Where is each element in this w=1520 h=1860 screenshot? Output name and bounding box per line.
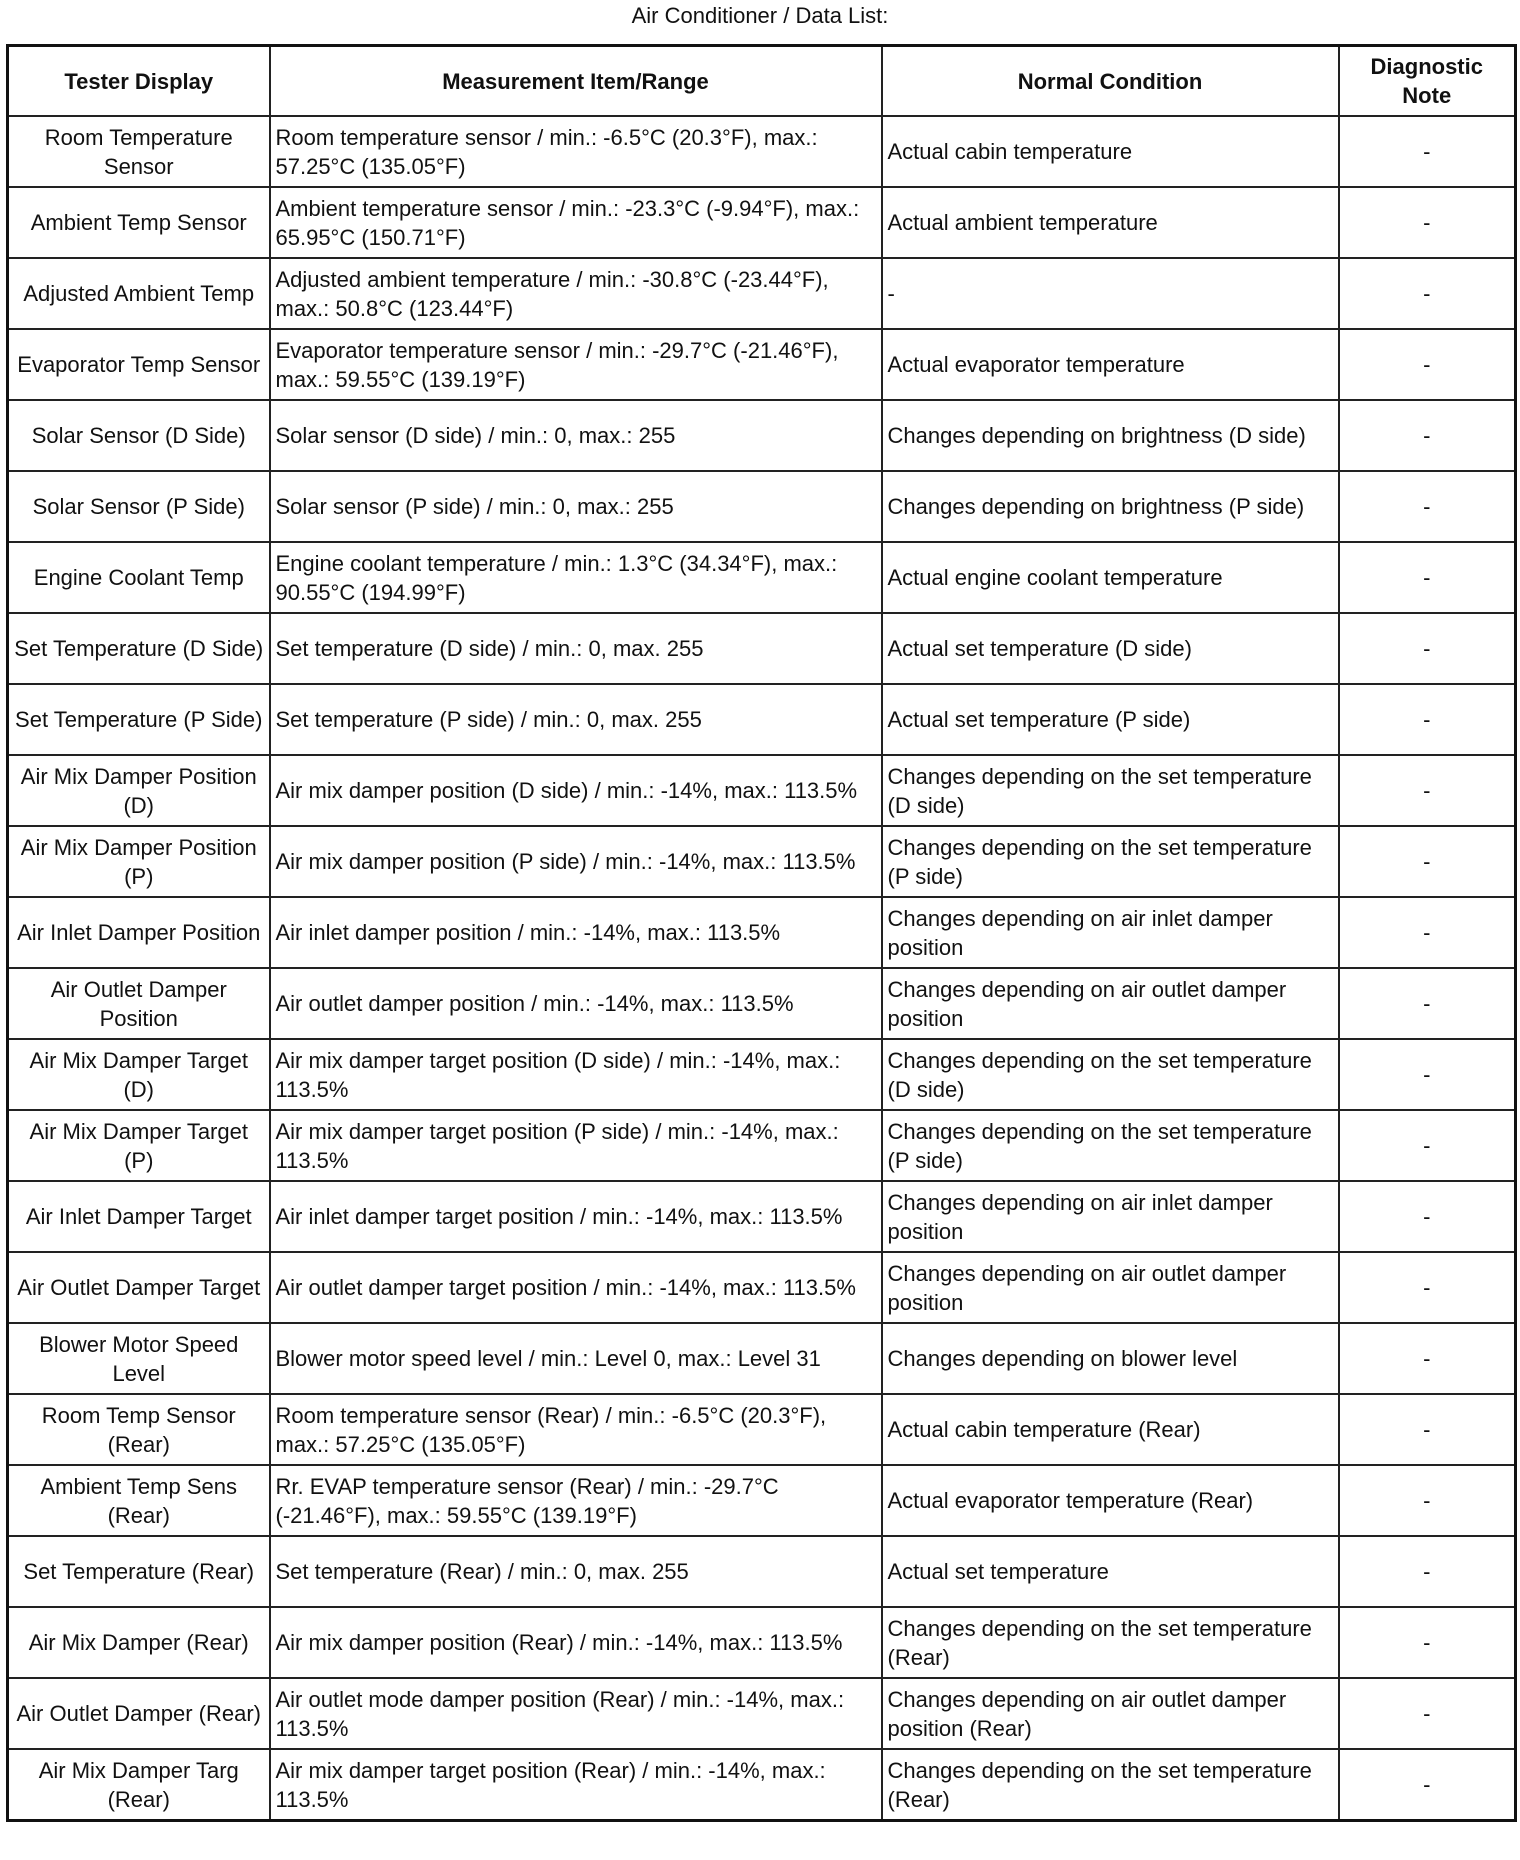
measurement-range-cell: Set temperature (P side) / min.: 0, max. 255 [270,684,882,755]
tester-display-cell: Air Mix Damper Position (P) [8,826,270,897]
measurement-range-cell: Solar sensor (P side) / min.: 0, max.: 255 [270,471,882,542]
normal-condition-cell: Changes depending on air outlet damper position (Rear) [882,1678,1339,1749]
tester-display-cell: Air Outlet Damper Position [8,968,270,1039]
table-row [8,187,1516,258]
diagnostic-note-cell: - [1339,1607,1516,1678]
header-row [8,46,1516,117]
diagnostic-note-cell: - [1339,1749,1516,1821]
table-row [8,329,1516,400]
measurement-range-cell: Room temperature sensor / min.: -6.5°C (20.3°F), max.: 57.25°C (135.05°F) [270,116,882,187]
header-measurement-item-range: Measurement Item/Range [270,46,882,117]
measurement-range-cell: Air outlet damper position / min.: -14%, max.: 113.5% [270,968,882,1039]
normal-condition-cell: Changes depending on air outlet damper position [882,1252,1339,1323]
tester-display-cell: Room Temp Sensor (Rear) [8,1394,270,1465]
normal-condition-cell: Changes depending on blower level [882,1323,1339,1394]
table-row [8,1039,1516,1110]
diagnostic-note-cell: - [1339,826,1516,897]
diagnostic-note-cell: - [1339,755,1516,826]
measurement-range-cell: Air mix damper position (Rear) / min.: -14%, max.: 113.5% [270,1607,882,1678]
normal-condition-cell: - [882,258,1339,329]
table-row [8,1252,1516,1323]
diagnostic-note-cell: - [1339,897,1516,968]
measurement-range-cell: Air mix damper target position (Rear) / min.: -14%, max.: 113.5% [270,1749,882,1821]
table-row [8,471,1516,542]
diagnostic-note-cell: - [1339,329,1516,400]
diagnostic-note-cell: - [1339,1536,1516,1607]
normal-condition-cell: Changes depending on the set temperature (P side) [882,1110,1339,1181]
normal-condition-cell: Actual set temperature (D side) [882,613,1339,684]
measurement-range-cell: Air outlet mode damper position (Rear) / min.: -14%, max.: 113.5% [270,1678,882,1749]
measurement-range-cell: Room temperature sensor (Rear) / min.: -6.5°C (20.3°F), max.: 57.25°C (135.05°F) [270,1394,882,1465]
table-row [8,1110,1516,1181]
tester-display-cell: Room Temperature Sensor [8,116,270,187]
diagnostic-note-cell: - [1339,1110,1516,1181]
normal-condition-cell: Actual ambient temperature [882,187,1339,258]
tester-display-cell: Evaporator Temp Sensor [8,329,270,400]
normal-condition-cell: Actual cabin temperature [882,116,1339,187]
tester-display-cell: Set Temperature (P Side) [8,684,270,755]
measurement-range-cell: Rr. EVAP temperature sensor (Rear) / min.: -29.7°C (-21.46°F), max.: 59.55°C (139.19°F) [270,1465,882,1536]
table-row [8,684,1516,755]
normal-condition-cell: Actual cabin temperature (Rear) [882,1394,1339,1465]
tester-display-cell: Solar Sensor (P Side) [8,471,270,542]
tester-display-cell: Engine Coolant Temp [8,542,270,613]
header-tester-display: Tester Display [8,46,270,117]
tester-display-cell: Adjusted Ambient Temp [8,258,270,329]
table-row [8,1678,1516,1749]
diagnostic-note-cell: - [1339,1323,1516,1394]
diagnostic-note-cell: - [1339,1394,1516,1465]
table-row [8,755,1516,826]
normal-condition-cell: Actual set temperature [882,1536,1339,1607]
data-list-table [6,44,1517,1822]
table-row [8,968,1516,1039]
tester-display-cell: Solar Sensor (D Side) [8,400,270,471]
normal-condition-cell: Changes depending on the set temperature (D side) [882,1039,1339,1110]
normal-condition-cell: Changes depending on the set temperature (Rear) [882,1607,1339,1678]
diagnostic-note-cell: - [1339,1678,1516,1749]
tester-display-cell: Air Mix Damper Position (D) [8,755,270,826]
measurement-range-cell: Solar sensor (D side) / min.: 0, max.: 255 [270,400,882,471]
table-row [8,1181,1516,1252]
measurement-range-cell: Adjusted ambient temperature / min.: -30.8°C (-23.44°F), max.: 50.8°C (123.44°F) [270,258,882,329]
tester-display-cell: Air Mix Damper Target (P) [8,1110,270,1181]
normal-condition-cell: Changes depending on air inlet damper position [882,897,1339,968]
normal-condition-cell: Actual engine coolant temperature [882,542,1339,613]
diagnostic-note-cell: - [1339,471,1516,542]
table-row [8,613,1516,684]
diagnostic-note-cell: - [1339,1181,1516,1252]
table-row [8,826,1516,897]
measurement-range-cell: Air outlet damper target position / min.: -14%, max.: 113.5% [270,1252,882,1323]
tester-display-cell: Air Mix Damper (Rear) [8,1607,270,1678]
measurement-range-cell: Air mix damper position (P side) / min.: -14%, max.: 113.5% [270,826,882,897]
measurement-range-cell: Set temperature (Rear) / min.: 0, max. 255 [270,1536,882,1607]
table-row [8,1536,1516,1607]
diagnostic-note-cell: - [1339,968,1516,1039]
tester-display-cell: Set Temperature (D Side) [8,613,270,684]
tester-display-cell: Air Mix Damper Targ (Rear) [8,1749,270,1821]
measurement-range-cell: Air mix damper position (D side) / min.: -14%, max.: 113.5% [270,755,882,826]
header-normal-condition: Normal Condition [882,46,1339,117]
measurement-range-cell: Set temperature (D side) / min.: 0, max. 255 [270,613,882,684]
table-body [8,116,1516,1821]
tester-display-cell: Air Outlet Damper Target [8,1252,270,1323]
tester-display-cell: Set Temperature (Rear) [8,1536,270,1607]
table-row [8,897,1516,968]
normal-condition-cell: Changes depending on brightness (P side) [882,471,1339,542]
diagnostic-note-cell: - [1339,613,1516,684]
diagnostic-note-cell: - [1339,1252,1516,1323]
table-row [8,116,1516,187]
diagnostic-note-cell: - [1339,116,1516,187]
diagnostic-note-cell: - [1339,542,1516,613]
normal-condition-cell: Changes depending on the set temperature (D side) [882,755,1339,826]
normal-condition-cell: Actual evaporator temperature [882,329,1339,400]
diagnostic-note-cell: - [1339,400,1516,471]
tester-display-cell: Air Inlet Damper Position [8,897,270,968]
measurement-range-cell: Air mix damper target position (P side) / min.: -14%, max.: 113.5% [270,1110,882,1181]
tester-display-cell: Blower Motor Speed Level [8,1323,270,1394]
table-row [8,1394,1516,1465]
diagnostic-note-cell: - [1339,684,1516,755]
normal-condition-cell: Changes depending on the set temperature (Rear) [882,1749,1339,1821]
diagnostic-note-cell: - [1339,1039,1516,1110]
diagnostic-note-cell: - [1339,187,1516,258]
tester-display-cell: Air Mix Damper Target (D) [8,1039,270,1110]
tester-display-cell: Ambient Temp Sens (Rear) [8,1465,270,1536]
page-title: Air Conditioner / Data List: [631,3,889,28]
table-header [8,46,1516,117]
normal-condition-cell: Actual set temperature (P side) [882,684,1339,755]
table-row [8,1749,1516,1821]
normal-condition-cell: Changes depending on air outlet damper position [882,968,1339,1039]
measurement-range-cell: Air mix damper target position (D side) / min.: -14%, max.: 113.5% [270,1039,882,1110]
tester-display-cell: Air Outlet Damper (Rear) [8,1678,270,1749]
table-row [8,1323,1516,1394]
measurement-range-cell: Blower motor speed level / min.: Level 0, max.: Level 31 [270,1323,882,1394]
tester-display-cell: Air Inlet Damper Target [8,1181,270,1252]
measurement-range-cell: Air inlet damper target position / min.: -14%, max.: 113.5% [270,1181,882,1252]
table-row [8,1465,1516,1536]
table-row [8,542,1516,613]
normal-condition-cell: Changes depending on air inlet damper position [882,1181,1339,1252]
table-row [8,400,1516,471]
measurement-range-cell: Evaporator temperature sensor / min.: -29.7°C (-21.46°F), max.: 59.55°C (139.19°F) [270,329,882,400]
tester-display-cell: Ambient Temp Sensor [8,187,270,258]
normal-condition-cell: Changes depending on brightness (D side) [882,400,1339,471]
table-row [8,258,1516,329]
diagnostic-note-cell: - [1339,1465,1516,1536]
diagnostic-note-cell: - [1339,258,1516,329]
measurement-range-cell: Engine coolant temperature / min.: 1.3°C (34.34°F), max.: 90.55°C (194.99°F) [270,542,882,613]
normal-condition-cell: Actual evaporator temperature (Rear) [882,1465,1339,1536]
normal-condition-cell: Changes depending on the set temperature (P side) [882,826,1339,897]
measurement-range-cell: Air inlet damper position / min.: -14%, max.: 113.5% [270,897,882,968]
table-row [8,1607,1516,1678]
header-diagnostic-note: Diagnostic Note [1339,46,1516,117]
measurement-range-cell: Ambient temperature sensor / min.: -23.3°C (-9.94°F), max.: 65.95°C (150.71°F) [270,187,882,258]
